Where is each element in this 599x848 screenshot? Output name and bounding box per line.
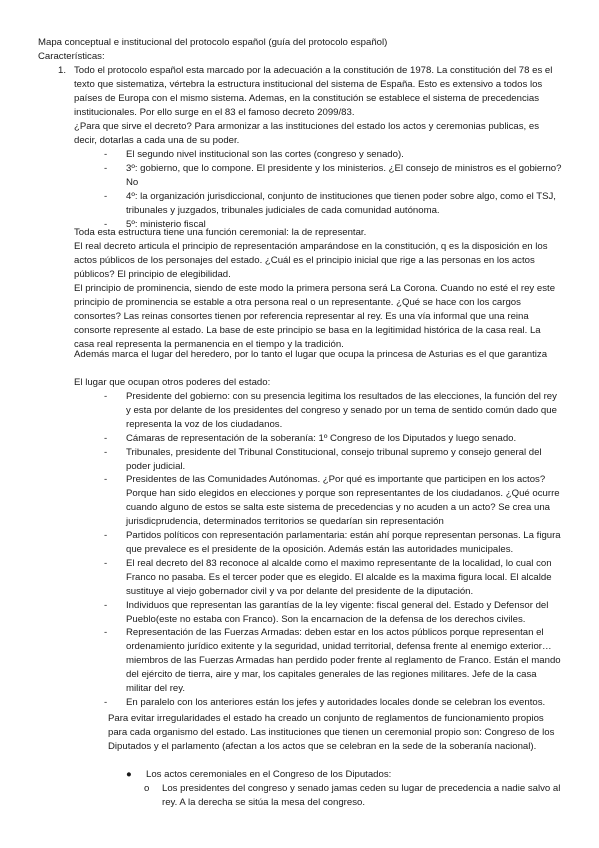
list-item <box>104 557 562 599</box>
list-item <box>104 148 562 162</box>
poder-text: Representación de las Fuerzas Armadas: deben estar en los actos públicos porque representan el ordenamiento jurídico exitente y la seguridad, unidad territorial, defensa frente al enemigo exterior… miembros de las Fuerzas Armadas han perdido poder frente al reglamento de Franco. Están el mando del ejército de tierra, aire y mar, los capitales generales de las regiones militares. Jefe de la casa militar del rey. <box>126 627 561 695</box>
dash-marker: - <box>104 557 108 569</box>
level-text: El segundo nivel institucional son las cortes (congreso y senado). <box>126 149 404 160</box>
para-real-decreto: El real decreto articula el principio de representación amparándose en la constitución, q es la disposición en los actos públicos de los personajes del estado. ¿Cuál es el principio inicial que rige a las personas en los actos públicos? El principio de elegibilidad. <box>74 241 548 280</box>
para-prominencia: El principio de prominencia, siendo de este modo la primera persona será La Corona. Cuando no esté el rey este principio de prominencia se estable a otra persona real o un representante. ¿Qué se hace con los cargos consortes? Las reinas consortes tienen por referencia representar al rey. Es una vía informal que una reina consorte represente al estado. La base de este principio se basa en la legitimidad histórica de la casa real. La casa real representa la permanencia en el tiempo y la tradición. <box>74 283 556 350</box>
list-item <box>104 529 562 557</box>
poder-text: Presidente del gobierno: con su presencia legitima los resultados de las elecciones, la función del rey y esta por delante de los presidentes del congreso y senado por un tema de sentido común dado que representa la voz de los ciudadanos. <box>126 391 557 430</box>
dash-marker: - <box>104 474 108 486</box>
poder-text: Individuos que representan las garantías de la ley vigente: fiscal general del. Estado y Defensor del Pueblo(este no estaba con Franco). Son la encarnacion de la defensa de los derechos civiles. <box>126 599 549 625</box>
list-item <box>104 432 562 446</box>
poder-text: El real decreto del 83 reconoce al alcalde como el maximo representante de la localidad, lo cual con Franco no pasaba. Es el tercer poder que es elegido. El alcalde es la maxima figura local. El alcalde sustituye al viejo gobernador civil y va por delante del presidente de la diputación. <box>126 557 552 597</box>
dash-marker: - <box>104 190 108 202</box>
list-item <box>104 473 562 529</box>
dash-marker: - <box>104 162 108 174</box>
level-text: 3º: gobierno, que lo compone. El presidente y los ministerios. ¿El consejo de ministros es el gobierno? No <box>126 162 562 188</box>
list-item <box>104 190 562 218</box>
poder-text: Tribunales, presidente del Tribunal Constitucional, consejo tribunal supremo y consejo general del poder judicial. <box>126 446 542 472</box>
bullet-text: Los actos ceremoniales en el Congreso de los Diputados: <box>146 769 392 780</box>
list-item <box>104 162 562 190</box>
levels-list <box>104 148 562 231</box>
level-text: 5º: ministerio fiscal <box>126 218 206 230</box>
document-title: Mapa conceptual e institucional del protocolo español (guía del protocolo español) <box>38 37 388 48</box>
list-item <box>104 446 562 474</box>
list-item <box>104 696 562 710</box>
dash-marker: - <box>104 391 108 402</box>
item1-text: Todo el protocolo español esta marcado por la adecuación a la constitución de 1978. La constitución del 78 es el texto que sistematiza, vértebra la estructura institucional del sistema de España. Esto es extensivo a todos los países de Europa con el mismo sistema. Ademas, en la constitución se establece el sistema de precedencias institucionales. Por ello surge en el 83 el famoso decreto 2099/83. <box>74 65 553 118</box>
dash-marker: - <box>104 599 108 611</box>
para-ceremonial: Toda esta estructura tiene una función ceremonial: la de representar. <box>74 227 367 238</box>
sub-bullet-text: Los presidentes del congreso y senado jamas ceden su lugar de precedencia a nadie salvo al rey. A la derecha se sitúa la mesa del congreso. <box>162 783 561 808</box>
poder-text: Presidentes de las Comunidades Autónomas. ¿Por qué es importante que participen en los actos? Porque han sido elegidos en elecciones y porque son representantes de los ciudadanos. ¿Qué ocurre cuando alguno de estos se salta este sistema de precedencias y no acuden a un acto? Se crea una jurisdicprudencia, determinados territorios se quedarían sin representación <box>126 474 560 528</box>
congreso-list <box>126 768 562 782</box>
list-item <box>104 626 562 696</box>
poderes-list <box>104 390 562 710</box>
list-item <box>104 599 562 627</box>
para-lugar: El lugar que ocupan otros poderes del estado: <box>74 377 271 388</box>
poder-text: Cámaras de representación de la soberanía: 1º Congreso de los Diputados y luego senado. <box>126 432 517 444</box>
dash-marker: - <box>104 446 108 458</box>
dash-marker: - <box>104 218 108 230</box>
poder-text: Partidos políticos con representación parlamentaria: están ahí porque representan personas. La figura que prevalece es el presidente de la oposición. Además están las autoridades municipales. <box>126 530 561 555</box>
list-item <box>104 390 562 432</box>
document-subtitle: Características: <box>38 51 105 62</box>
para-reglamentos: Para evitar irregularidades el estado ha creado un conjunto de reglamentos de funcionamiento propios para cada organismo del estado. Las instituciones que tienen un ceremonial propio son: Congreso de los Diputados y el parlamento (afectan a los actos que se celebran en la sede de la soberanía nacional). <box>108 713 555 752</box>
dash-marker: - <box>104 696 108 708</box>
dash-marker: - <box>104 432 108 444</box>
list-item <box>126 768 562 782</box>
dash-marker: - <box>104 627 108 639</box>
question-decree: ¿Para que sirve el decreto? Para armonizar a las instituciones del estado los actos y ceremonias publicas, es decir, dotarlas a cada una de su poder. <box>74 121 539 146</box>
para-heredero: Además marca el lugar del heredero, por lo tanto el lugar que ocupa la princesa de Asturias es el que garantiza <box>74 349 548 360</box>
poder-text: En paralelo con los anteriores están los jefes y autoridades locales donde se celebran los eventos. <box>126 696 546 708</box>
dash-marker: - <box>104 149 108 160</box>
level-text: 4º: la organización jurisdiccional, conjunto de instituciones que tienen poder sobre algo, como el TSJ, tribunales y juzgados, tribunales judiciales de cada comunidad autónoma. <box>126 190 556 216</box>
circle-marker: o <box>144 783 150 794</box>
list-item <box>144 782 562 810</box>
list-number: 1. <box>58 65 67 76</box>
bullet-marker: ● <box>126 769 132 780</box>
congreso-sublist <box>144 782 562 810</box>
dash-marker: - <box>104 530 108 542</box>
